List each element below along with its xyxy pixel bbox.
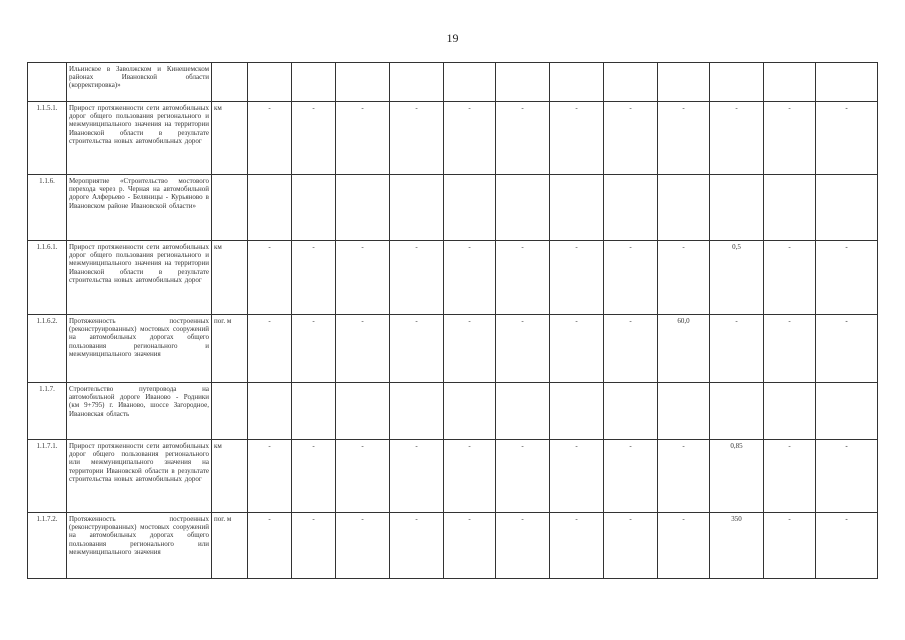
row-value: - [550,315,604,383]
row-value: - [292,102,336,175]
row-value [496,175,550,241]
row-unit [212,383,248,440]
row-value: - [248,440,292,513]
row-value [292,383,336,440]
row-value [816,383,878,440]
row-value: - [550,513,604,579]
row-value: - [816,241,878,315]
row-value [710,175,764,241]
row-description: Ильинское в Заволжском и Кинешемском районах Ивановской области (корректировка)» [67,63,212,102]
row-value: - [816,315,878,383]
indicators-table [27,62,878,579]
row-value: - [496,241,550,315]
row-value: - [816,513,878,579]
row-value: - [604,315,658,383]
row-value [336,175,390,241]
row-value [248,175,292,241]
row-value: - [710,315,764,383]
row-value: - [658,440,710,513]
row-value: - [444,102,496,175]
row-value: - [248,513,292,579]
row-value: - [604,440,658,513]
row-value [710,63,764,102]
row-value: - [658,102,710,175]
row-value: - [390,315,444,383]
row-value: - [336,102,390,175]
row-value: - [336,315,390,383]
table-row [28,175,878,241]
row-value: - [444,513,496,579]
row-value [444,383,496,440]
row-value: - [292,440,336,513]
row-value: - [496,102,550,175]
table-row [28,440,878,513]
row-number: 1.1.6.1. [28,241,67,315]
row-value [816,175,878,241]
row-value [496,383,550,440]
row-value: - [496,440,550,513]
row-value [292,175,336,241]
row-description: Протяженность построенных (реконструированных) мостовых сооружений на автомобильных дорогах общего пользования регионального и межмуниципального значения [67,315,212,383]
table-row [28,63,878,102]
row-value: 350 [710,513,764,579]
row-value: - [764,241,816,315]
row-value: - [292,315,336,383]
row-value: - [496,315,550,383]
row-unit: пог. м [212,315,248,383]
row-value: 0,5 [710,241,764,315]
row-value: - [764,440,816,513]
row-value [604,175,658,241]
row-value: - [248,315,292,383]
row-value [336,383,390,440]
row-number: 1.1.7.2. [28,513,67,579]
row-value: - [816,102,878,175]
table-row [28,102,878,175]
row-value [550,63,604,102]
row-value: - [390,102,444,175]
row-value [550,175,604,241]
row-value: - [816,440,878,513]
row-unit [212,63,248,102]
row-value: - [336,513,390,579]
row-value [550,383,604,440]
row-value [292,63,336,102]
row-value: - [292,241,336,315]
row-value: 0,85 [710,440,764,513]
table-row [28,513,878,579]
row-number: 1.1.6.2. [28,315,67,383]
row-value [604,63,658,102]
row-value [336,63,390,102]
row-value: - [496,513,550,579]
row-value: - [444,315,496,383]
row-value [390,175,444,241]
row-description: Прирост протяженности сети автомобильных дорог общего пользования регионального и межмуниципального значения на территории Ивановской области в результате строительства новых автомобильных дорог [67,102,212,175]
row-value [764,175,816,241]
row-value [658,175,710,241]
row-description: Протяженность построенных (реконструированных) мостовых сооружений на автомобильных дорогах общего пользования регионального или межмуниципального значения [67,513,212,579]
row-unit [212,175,248,241]
row-value: - [292,513,336,579]
row-value: - [550,102,604,175]
row-value: - [248,102,292,175]
row-value: - [248,241,292,315]
row-description: Мероприятие «Строительство мостового перехода через р. Черная на автомобильной дороге Алферьево - Беляницы - Курьяново в Ивановском районе Ивановской области» [67,175,212,241]
row-value: - [764,513,816,579]
table-row [28,241,878,315]
row-value [390,63,444,102]
row-value [764,383,816,440]
row-value: - [658,513,710,579]
row-number: 1.1.6. [28,175,67,241]
row-number: 1.1.5.1. [28,102,67,175]
row-value: - [390,440,444,513]
row-value: - [336,440,390,513]
row-value: - [764,315,816,383]
row-value [816,63,878,102]
row-number: 1.1.7.1. [28,440,67,513]
row-unit: пог. м [212,513,248,579]
row-value [710,383,764,440]
row-value: - [336,241,390,315]
row-value: - [764,102,816,175]
row-value: - [390,241,444,315]
row-unit: км [212,440,248,513]
row-value: 60,0 [658,315,710,383]
row-value: - [604,241,658,315]
row-value: - [710,102,764,175]
row-value [658,383,710,440]
row-description: Строительство путепровода на автомобильной дороге Иваново - Родники (км 9+795) г. Иваново, шоссе Загородное, Ивановская область [67,383,212,440]
row-value [444,63,496,102]
row-value: - [550,241,604,315]
table-body [28,63,878,579]
row-value [604,383,658,440]
row-description: Прирост протяженности сети автомобильных дорог общего пользования регионального или межмуниципального значения на территории Ивановской области в результате строительства новых автомобильных дорог [67,440,212,513]
row-value: - [604,102,658,175]
row-number: 1.1.7. [28,383,67,440]
table-row [28,315,878,383]
row-description: Прирост протяженности сети автомобильных дорог общего пользования регионального и межмуниципального значения на территории Ивановской области в результате строительства новых автомобильных дорог [67,241,212,315]
row-value: - [550,440,604,513]
row-value [658,63,710,102]
row-value [390,383,444,440]
row-value: - [658,241,710,315]
row-unit: км [212,102,248,175]
row-value: - [390,513,444,579]
row-value [764,63,816,102]
row-value [248,383,292,440]
row-value [444,175,496,241]
row-unit: км [212,241,248,315]
table-row [28,383,878,440]
row-value: - [444,440,496,513]
row-number [28,63,67,102]
page-number: 19 [446,31,459,45]
row-value: - [444,241,496,315]
row-value: - [604,513,658,579]
row-value [496,63,550,102]
row-value [248,63,292,102]
